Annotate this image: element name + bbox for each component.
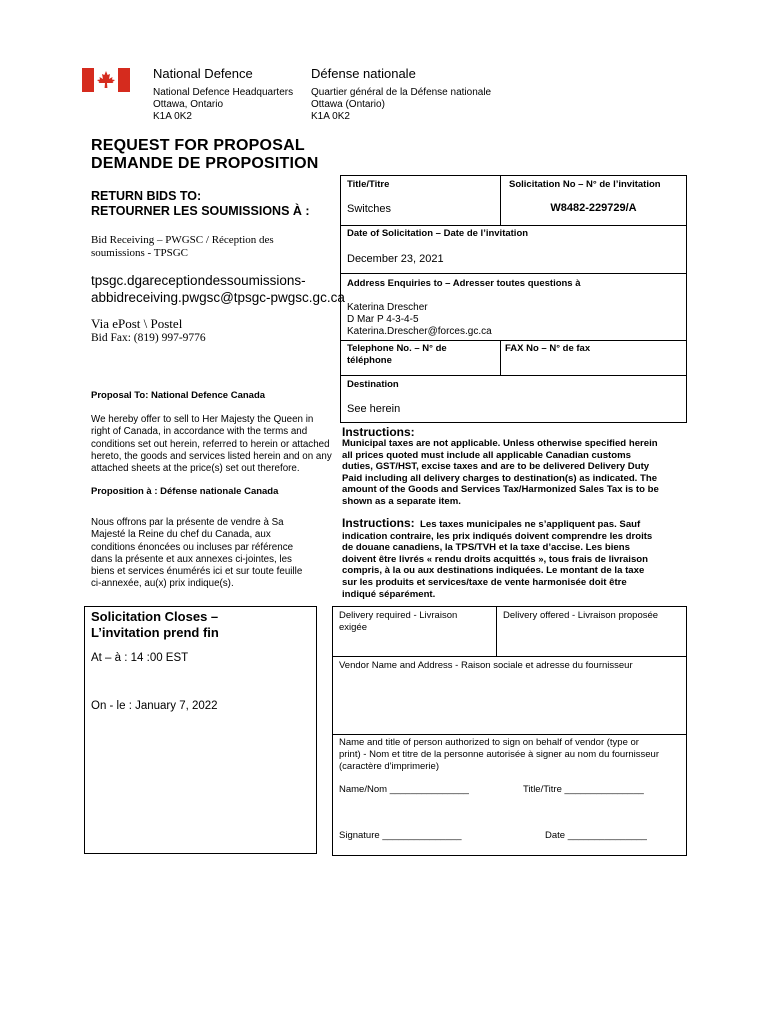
authorized-signer-label xyxy=(339,737,659,773)
name-field[interactable] xyxy=(339,784,469,795)
instructions-line: shown as a separate item. xyxy=(342,495,461,507)
enquiries-label: Address Enquiries to – Adresser toutes questions à xyxy=(347,278,581,289)
instructions-line: Paid including all delivery charges to destination(s) as indicated. The xyxy=(342,472,658,484)
proposal-line: ci-annexée, au(x) prix indique(s). xyxy=(91,578,234,590)
solicitation-closes-box xyxy=(84,606,317,854)
bid-fax: Bid Fax: (819) 997-9776 xyxy=(91,332,206,344)
name-field-blank[interactable]: _______________ xyxy=(389,784,469,795)
address-fr-line: Quartier général de la Défense nationale xyxy=(311,87,492,98)
instructions-line: duties, GST/HST, excise taxes and are to be delivered Delivery Duty xyxy=(342,461,650,473)
delivery-offered-label: Delivery offered - Livraison proposée xyxy=(503,610,659,621)
return-bids-heading-fr: RETOURNER LES SOUMISSIONS À : xyxy=(91,204,310,218)
instructions-line: Les taxes municipales ne s’appliquent pas. Sauf xyxy=(420,519,641,530)
bid-email xyxy=(91,272,345,306)
instructions-line: amount of the Goods and Services Tax/Harmonized Sales Tax is to be xyxy=(342,484,659,496)
instructions-line: Municipal taxes are not applicable. Unless otherwise specified herein xyxy=(342,438,658,449)
title-field-label: Title/Titre xyxy=(523,784,562,795)
proposal-line: biens et services énumérés ici et sur toute feuille xyxy=(91,566,303,578)
name-field-label: Name/Nom xyxy=(339,784,388,795)
instructions-heading-fr: Instructions: xyxy=(342,516,415,530)
delivery-required-line: Delivery required - Livraison xyxy=(339,610,458,621)
date-of-solicitation-value: December 23, 2021 xyxy=(347,253,444,265)
return-bids-heading-en: RETURN BIDS TO: xyxy=(91,189,202,203)
signature-field[interactable] xyxy=(339,830,462,841)
signer-line: (caractère d'imprimerie) xyxy=(339,761,440,772)
instructions-line: indication contraire, les prix indiqués doivent comprendre les droits xyxy=(342,530,653,542)
bid-receiving-line: Bid Receiving – PWGSC / Réception des xyxy=(91,234,274,246)
signer-line: Name and title of person authorized to sign on behalf of vendor (type or xyxy=(339,737,639,748)
signature-field-blank[interactable]: _______________ xyxy=(382,830,462,841)
enquiries-contact xyxy=(347,302,492,338)
telephone-label xyxy=(347,343,447,367)
closes-heading-line: L’invitation prend fin xyxy=(91,625,219,640)
address-fr-line: Ottawa (Ontario) xyxy=(311,99,385,110)
dept-name-en: National Defence xyxy=(153,66,253,81)
instructions-line: sur les produits et services/taxe de vente harmonisée doit être xyxy=(342,576,627,588)
telephone-label-line: téléphone xyxy=(347,355,392,366)
title-field[interactable] xyxy=(523,784,644,795)
closing-time: At – à : 14 :00 EST xyxy=(91,652,189,664)
title-value: Switches xyxy=(347,203,392,215)
proposal-line: hereto, the goods and services listed herein and on any xyxy=(91,450,332,462)
proposal-line: conditions set out herein, referred to herein or attached xyxy=(91,438,330,450)
telephone-label-line: Telephone No. – N° de xyxy=(347,343,447,354)
delivery-required-line: exigée xyxy=(339,622,367,633)
bid-receiving xyxy=(91,234,274,260)
address-fr xyxy=(311,87,491,123)
instructions-body-fr xyxy=(342,518,652,600)
canada-flag-logo xyxy=(82,68,130,92)
instructions-heading-en: Instructions: xyxy=(342,425,415,439)
destination-value: See herein xyxy=(347,403,401,415)
vendor-name-label: Vendor Name and Address - Raison sociale et adresse du fournisseur xyxy=(339,660,633,671)
proposal-body-fr xyxy=(91,517,302,591)
bid-receiving-line: soumissions - TPSGC xyxy=(91,247,188,259)
dept-name-fr: Défense nationale xyxy=(311,66,416,81)
proposal-line: right of Canada, in accordance with the terms and xyxy=(91,426,308,438)
contact-office: D Mar P 4-3-4-5 xyxy=(347,314,419,325)
address-fr-line: K1A 0K2 xyxy=(311,111,350,122)
date-of-solicitation-label: Date of Solicitation – Date de l’invitation xyxy=(347,228,529,239)
proposal-heading-en: Proposal To: National Defence Canada xyxy=(91,390,266,401)
solicitation-closes-heading xyxy=(91,609,219,641)
bid-email-line: abbidreceiving.pwgsc@tpsgc-pwgsc.gc.ca xyxy=(91,290,345,305)
solicitation-no-value: W8482-229729/A xyxy=(550,202,637,214)
signature-field-label: Signature xyxy=(339,830,380,841)
instructions-body-en xyxy=(342,438,659,508)
vendor-box xyxy=(332,606,687,856)
proposal-line: Majesté la Reine du chef du Canada, aux xyxy=(91,529,271,541)
proposal-line: Nous offrons par la présente de vendre à Sa xyxy=(91,517,284,528)
instructions-line: compris, à la ou aux destinations indiquées. Le montant de la taxe xyxy=(342,565,645,577)
doc-title-en: REQUEST FOR PROPOSAL xyxy=(91,137,305,154)
title-label: Title/Titre xyxy=(347,179,390,190)
doc-title-fr: DEMANDE DE PROPOSITION xyxy=(91,155,319,172)
address-en-line: National Defence Headquarters xyxy=(153,87,294,98)
proposal-line: We hereby offer to sell to Her Majesty the Queen in xyxy=(91,414,314,425)
via-epost: Via ePost \ Postel xyxy=(91,316,183,331)
destination-label: Destination xyxy=(347,379,399,390)
instructions-line: de douane canadiens, la TPS/TVH et la taxe d’accise. Les biens xyxy=(342,542,630,554)
address-en-line: K1A 0K2 xyxy=(153,111,192,122)
solicitation-no-label: Solicitation No – N° de l’invitation xyxy=(509,179,661,190)
instructions-line: indiqué séparément. xyxy=(342,588,436,600)
address-en-line: Ottawa, Ontario xyxy=(153,99,224,110)
date-field[interactable] xyxy=(545,830,647,841)
proposal-body-en xyxy=(91,414,332,475)
date-field-blank[interactable]: _______________ xyxy=(567,830,647,841)
proposal-heading-fr: Proposition à : Défense nationale Canada xyxy=(91,486,279,497)
address-en xyxy=(153,87,293,123)
delivery-required-label xyxy=(339,610,457,634)
proposal-line: dans la présente et aux annexes ci-jointes, les xyxy=(91,553,292,565)
instructions-line: all prices quoted must include all applicable Canadian customs xyxy=(342,449,631,461)
closing-date: On - le : January 7, 2022 xyxy=(91,700,218,712)
closes-heading-line: Solicitation Closes – xyxy=(91,609,219,624)
proposal-line: attached sheets at the price(s) set out therefore. xyxy=(91,463,300,475)
bid-email-line: tpsgc.dgareceptiondessoumissions- xyxy=(91,273,306,288)
proposal-line: conditions énoncées ou incluses par référence xyxy=(91,541,294,553)
title-field-blank[interactable]: _______________ xyxy=(564,784,644,795)
signer-line: print) - Nom et titre de la personne autorisée à signer au nom du fournisseur xyxy=(339,749,659,760)
fax-label: FAX No – N° de fax xyxy=(505,343,591,354)
instructions-line: doivent être livrés « rendu droits acquittés », tous frais de livraison xyxy=(342,553,649,565)
date-field-label: Date xyxy=(545,830,566,841)
contact-email: Katerina.Drescher@forces.gc.ca xyxy=(347,326,492,337)
contact-name: Katerina Drescher xyxy=(347,302,428,313)
